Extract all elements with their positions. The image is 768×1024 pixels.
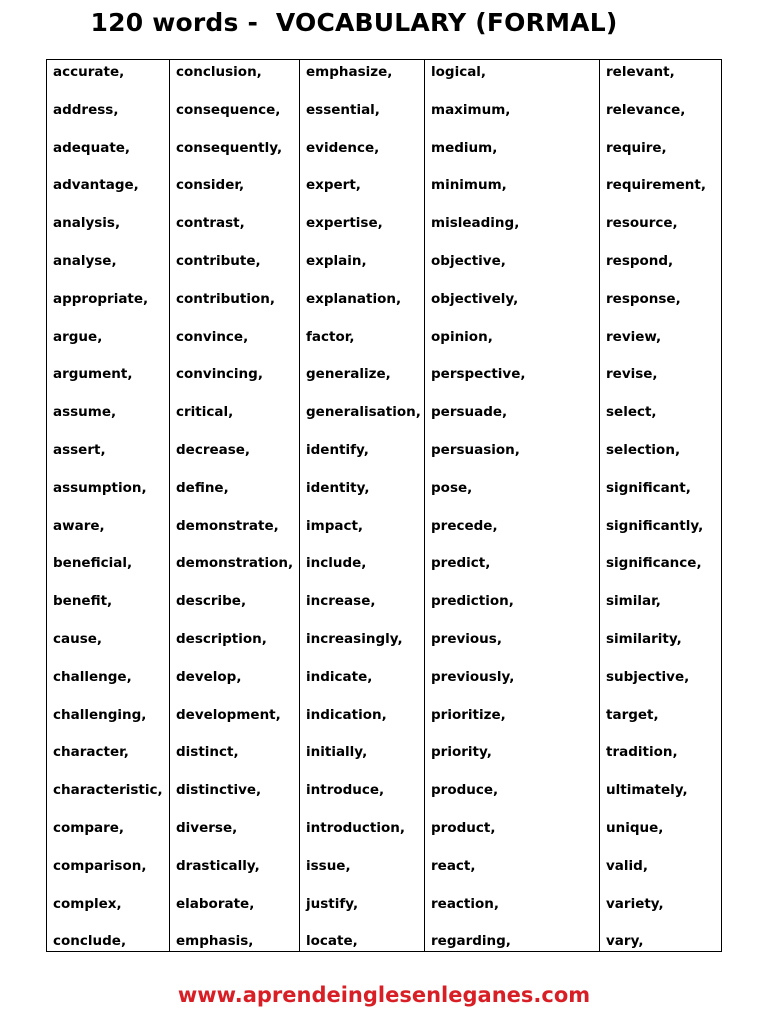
vocabulary-word: cause, bbox=[53, 630, 103, 647]
vocabulary-word: contribute, bbox=[176, 252, 261, 269]
vocabulary-word: analyse, bbox=[53, 252, 117, 269]
vocabulary-word: appropriate, bbox=[53, 290, 149, 307]
vocabulary-word: justify, bbox=[306, 895, 359, 912]
vocabulary-word: contrast, bbox=[176, 215, 245, 232]
vocabulary-word: product, bbox=[431, 819, 496, 836]
vocabulary-word: demonstration, bbox=[176, 555, 294, 572]
vocabulary-word: minimum, bbox=[431, 177, 507, 194]
vocabulary-word: misleading, bbox=[431, 215, 520, 232]
vocabulary-word: critical, bbox=[176, 404, 234, 421]
vocabulary-word: develop, bbox=[176, 668, 242, 685]
vocabulary-word: previously, bbox=[431, 668, 515, 685]
vocabulary-word: identity, bbox=[306, 479, 370, 496]
vocabulary-word: consider, bbox=[176, 177, 245, 194]
vocabulary-word: issue, bbox=[306, 857, 351, 874]
vocabulary-word: medium, bbox=[431, 139, 498, 156]
vocabulary-word: identify, bbox=[306, 441, 369, 458]
vocabulary-word: benefit, bbox=[53, 593, 113, 610]
vocabulary-word: complex, bbox=[53, 895, 122, 912]
vocabulary-word: significantly, bbox=[606, 517, 704, 534]
vocabulary-word: persuasion, bbox=[431, 441, 520, 458]
vocabulary-word: drastically, bbox=[176, 857, 260, 874]
vocabulary-word: assert, bbox=[53, 441, 106, 458]
vocabulary-word: factor, bbox=[306, 328, 355, 345]
vocabulary-word: initially, bbox=[306, 744, 368, 761]
vocabulary-word: require, bbox=[606, 139, 667, 156]
vocabulary-word: vary, bbox=[606, 933, 644, 950]
vocabulary-word: revise, bbox=[606, 366, 658, 383]
vocabulary-word: argue, bbox=[53, 328, 103, 345]
word-column-2 bbox=[170, 60, 300, 951]
vocabulary-word: introduce, bbox=[306, 782, 385, 799]
vocabulary-word: similar, bbox=[606, 593, 661, 610]
vocabulary-word: objectively, bbox=[431, 290, 519, 307]
vocabulary-word: assume, bbox=[53, 404, 117, 421]
page-title: 120 words - VOCABULARY (FORMAL) bbox=[90, 8, 618, 37]
vocabulary-word: previous, bbox=[431, 630, 502, 647]
vocabulary-word: distinctive, bbox=[176, 782, 262, 799]
vocabulary-word: evidence, bbox=[306, 139, 380, 156]
vocabulary-word: ultimately, bbox=[606, 782, 688, 799]
vocabulary-word: subjective, bbox=[606, 668, 690, 685]
vocabulary-word: development, bbox=[176, 706, 281, 723]
vocabulary-word: variety, bbox=[606, 895, 664, 912]
vocabulary-word: select, bbox=[606, 404, 657, 421]
vocabulary-word: valid, bbox=[606, 857, 648, 874]
vocabulary-word: increase, bbox=[306, 593, 376, 610]
vocabulary-word: relevance, bbox=[606, 101, 686, 118]
vocabulary-word: comparison, bbox=[53, 857, 147, 874]
vocabulary-word: reaction, bbox=[431, 895, 500, 912]
vocabulary-word: emphasize, bbox=[306, 64, 393, 80]
vocabulary-word: assumption, bbox=[53, 479, 147, 496]
vocabulary-word: logical, bbox=[431, 64, 487, 80]
vocabulary-word: regarding, bbox=[431, 933, 511, 950]
vocabulary-word: predict, bbox=[431, 555, 491, 572]
vocabulary-word: beneficial, bbox=[53, 555, 133, 572]
vocabulary-word: produce, bbox=[431, 782, 499, 799]
vocabulary-word: react, bbox=[431, 857, 476, 874]
vocabulary-word: significant, bbox=[606, 479, 691, 496]
vocabulary-word: conclude, bbox=[53, 933, 127, 950]
vocabulary-word: consequently, bbox=[176, 139, 283, 156]
vocabulary-word: persuade, bbox=[431, 404, 508, 421]
word-column-5 bbox=[600, 60, 721, 951]
word-column-1 bbox=[47, 60, 170, 951]
vocabulary-word: similarity, bbox=[606, 630, 682, 647]
vocabulary-word: convince, bbox=[176, 328, 249, 345]
vocabulary-word: decrease, bbox=[176, 441, 251, 458]
vocabulary-word: demonstrate, bbox=[176, 517, 279, 534]
vocabulary-word: challenging, bbox=[53, 706, 147, 723]
vocabulary-word: review, bbox=[606, 328, 662, 345]
vocabulary-word: characteristic, bbox=[53, 782, 163, 799]
vocabulary-word: advantage, bbox=[53, 177, 139, 194]
website-link[interactable]: www.aprendeinglesenleganes.com bbox=[177, 983, 591, 1007]
vocabulary-word: impact, bbox=[306, 517, 364, 534]
vocabulary-word: perspective, bbox=[431, 366, 526, 383]
vocabulary-word: response, bbox=[606, 290, 681, 307]
word-column-4 bbox=[425, 60, 600, 951]
vocabulary-word: precede, bbox=[431, 517, 498, 534]
vocabulary-word: opinion, bbox=[431, 328, 493, 345]
vocabulary-word: contribution, bbox=[176, 290, 275, 307]
vocabulary-word: resource, bbox=[606, 215, 678, 232]
vocabulary-word: generalisation, bbox=[306, 404, 421, 421]
vocabulary-word: conclusion, bbox=[176, 64, 262, 80]
vocabulary-word: objective, bbox=[431, 252, 506, 269]
vocabulary-word: emphasis, bbox=[176, 933, 254, 950]
vocabulary-word: indicate, bbox=[306, 668, 373, 685]
vocabulary-word: character, bbox=[53, 744, 129, 761]
vocabulary-word: define, bbox=[176, 479, 229, 496]
vocabulary-word: compare, bbox=[53, 819, 125, 836]
vocabulary-word: generalize, bbox=[306, 366, 391, 383]
vocabulary-word: relevant, bbox=[606, 64, 675, 80]
vocabulary-word: selection, bbox=[606, 441, 681, 458]
vocabulary-word: pose, bbox=[431, 479, 473, 496]
vocabulary-word: expert, bbox=[306, 177, 361, 194]
vocabulary-word: indication, bbox=[306, 706, 387, 723]
vocabulary-word: prediction, bbox=[431, 593, 514, 610]
vocabulary-word: adequate, bbox=[53, 139, 131, 156]
vocabulary-word: accurate, bbox=[53, 64, 125, 80]
vocabulary-word: introduction, bbox=[306, 819, 405, 836]
vocabulary-word: analysis, bbox=[53, 215, 121, 232]
vocabulary-word: consequence, bbox=[176, 101, 281, 118]
vocabulary-table bbox=[46, 59, 722, 952]
vocabulary-word: distinct, bbox=[176, 744, 239, 761]
vocabulary-word: essential, bbox=[306, 101, 380, 118]
vocabulary-word: diverse, bbox=[176, 819, 238, 836]
vocabulary-word: expertise, bbox=[306, 215, 383, 232]
vocabulary-word: prioritize, bbox=[431, 706, 506, 723]
vocabulary-word: address, bbox=[53, 101, 119, 118]
vocabulary-word: unique, bbox=[606, 819, 664, 836]
vocabulary-word: significance, bbox=[606, 555, 702, 572]
word-column-3 bbox=[300, 60, 425, 951]
vocabulary-word: explanation, bbox=[306, 290, 402, 307]
vocabulary-word: increasingly, bbox=[306, 630, 403, 647]
vocabulary-word: challenge, bbox=[53, 668, 132, 685]
vocabulary-word: aware, bbox=[53, 517, 105, 534]
vocabulary-word: locate, bbox=[306, 933, 358, 950]
vocabulary-word: describe, bbox=[176, 593, 247, 610]
vocabulary-word: respond, bbox=[606, 252, 674, 269]
vocabulary-word: include, bbox=[306, 555, 367, 572]
vocabulary-word: requirement, bbox=[606, 177, 706, 194]
vocabulary-word: argument, bbox=[53, 366, 133, 383]
vocabulary-word: target, bbox=[606, 706, 659, 723]
vocabulary-word: maximum, bbox=[431, 101, 511, 118]
vocabulary-word: tradition, bbox=[606, 744, 678, 761]
vocabulary-word: elaborate, bbox=[176, 895, 255, 912]
vocabulary-word: convincing, bbox=[176, 366, 263, 383]
vocabulary-word: priority, bbox=[431, 744, 492, 761]
vocabulary-word: explain, bbox=[306, 252, 367, 269]
vocabulary-word: description, bbox=[176, 630, 267, 647]
